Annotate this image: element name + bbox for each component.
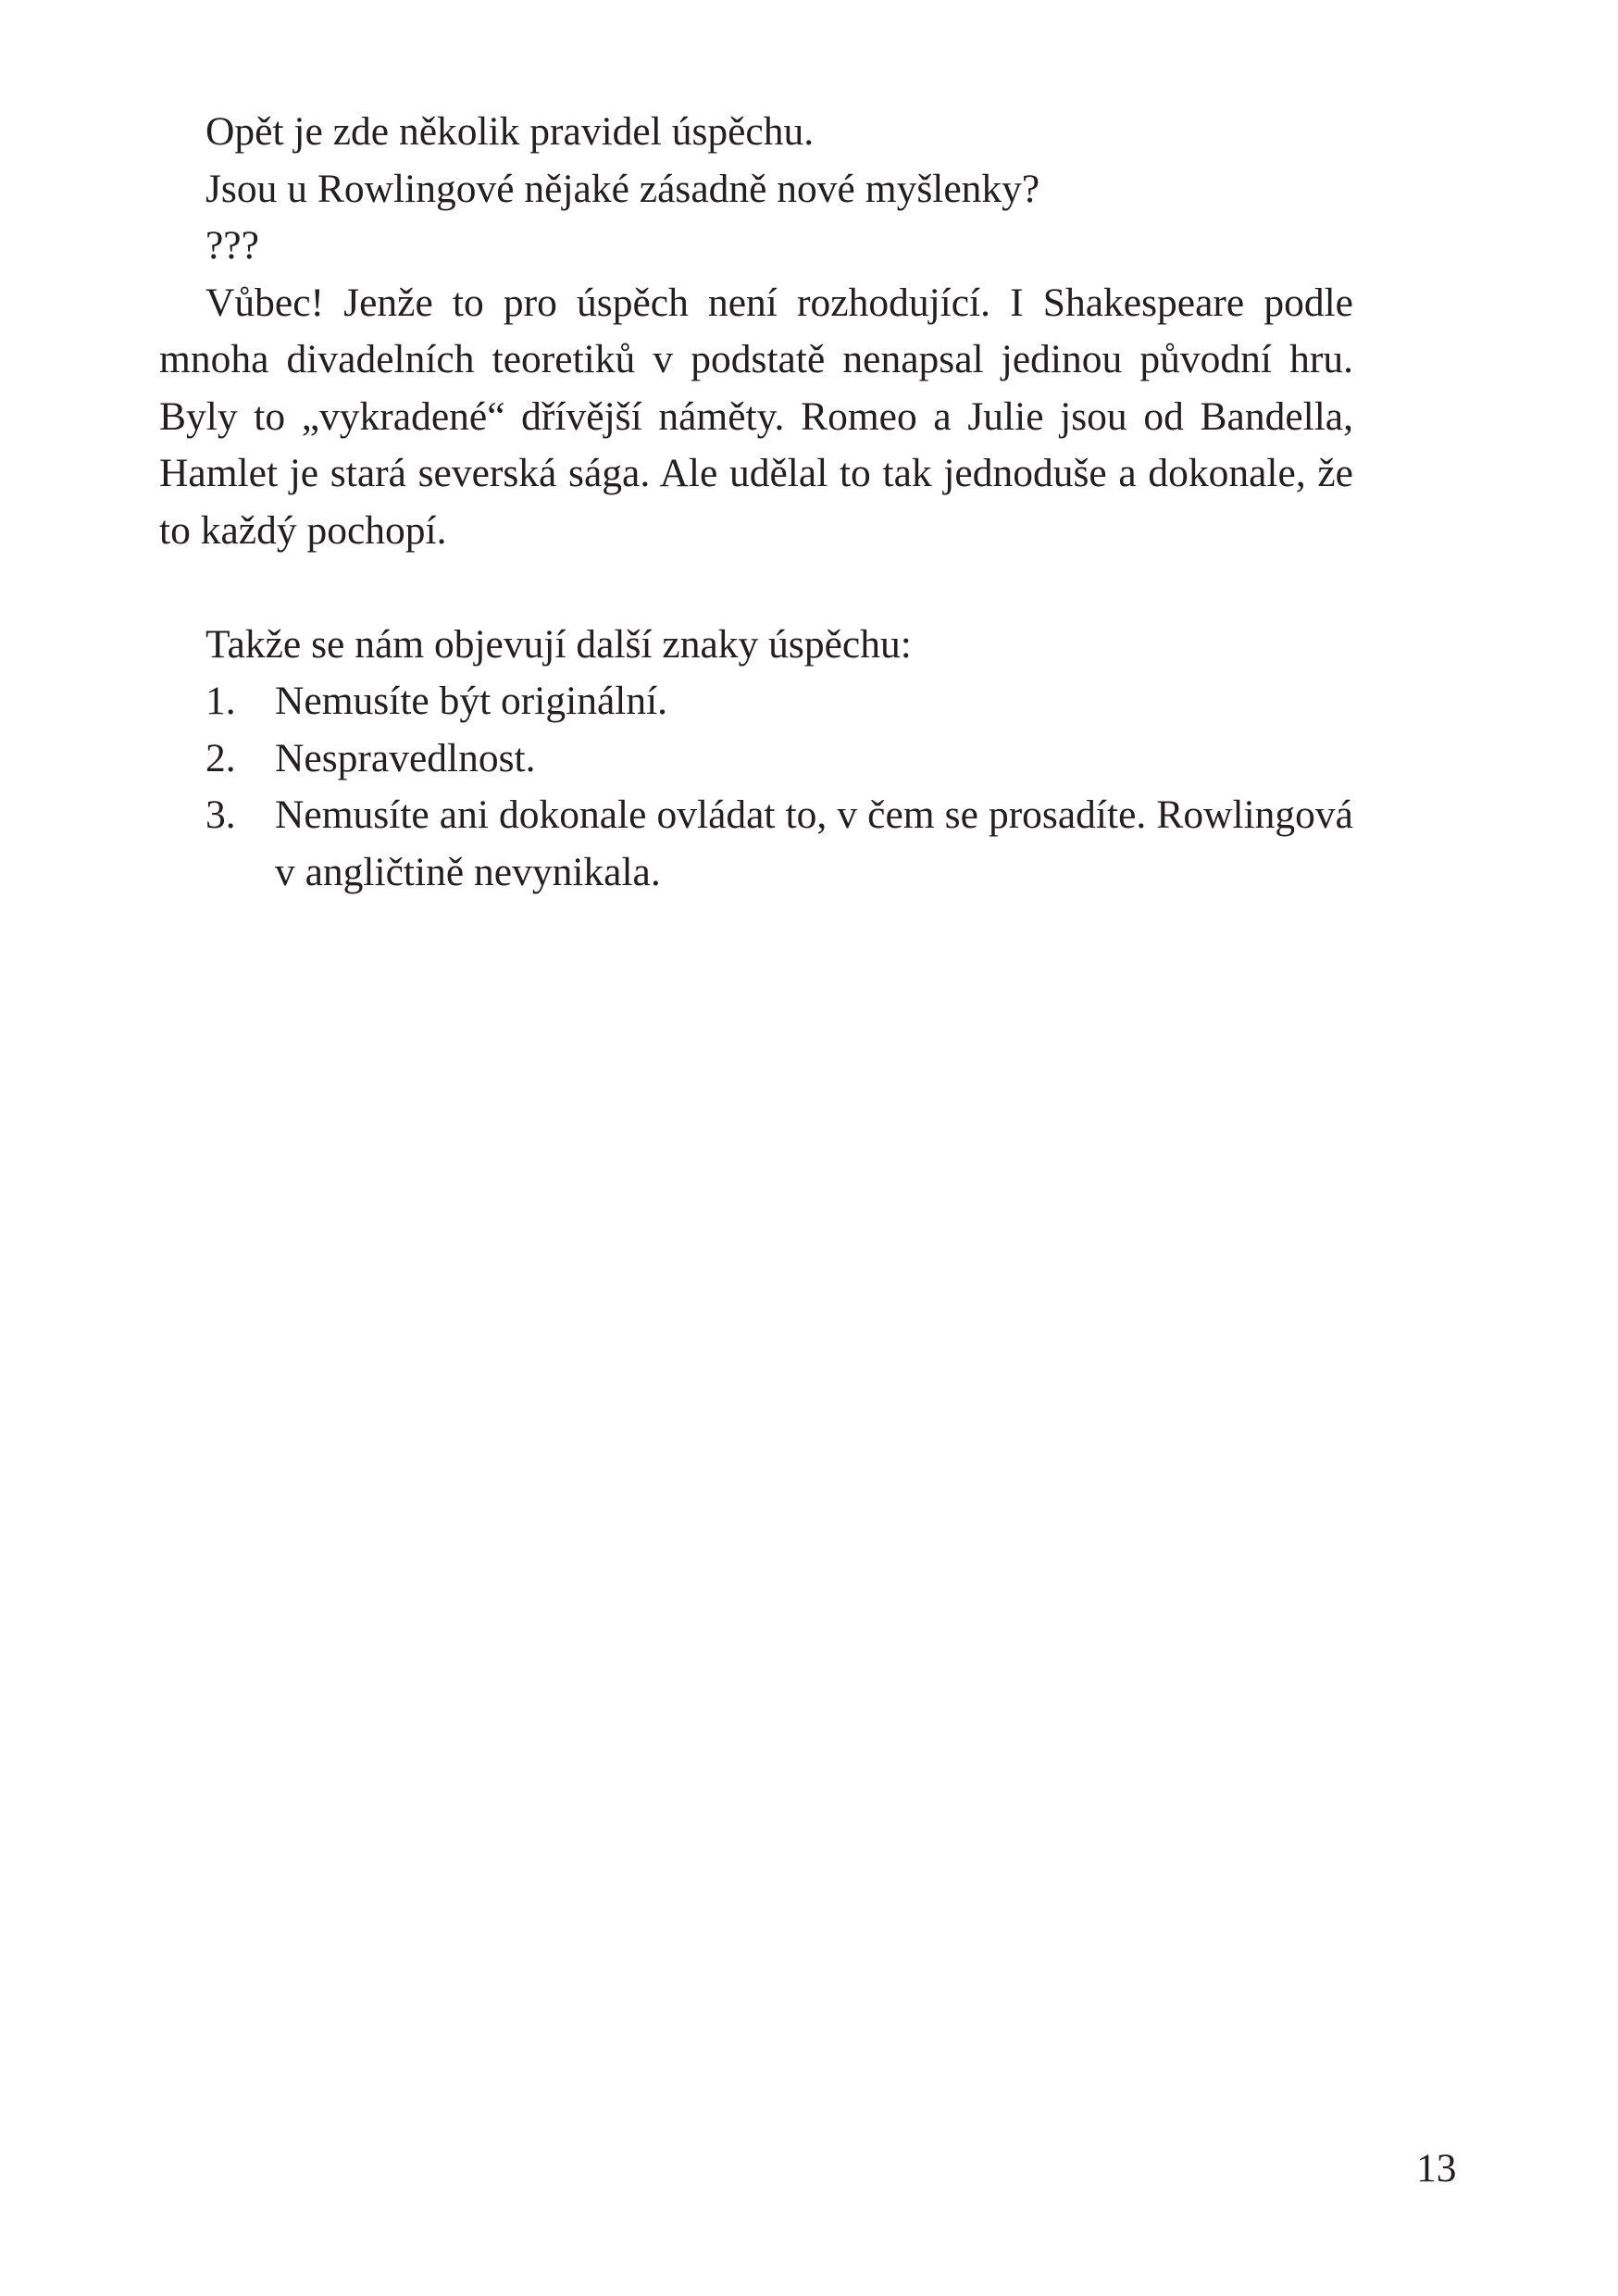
paragraph: Vůbec! Jenže to pro úspěch není rozhodující. I Shakespeare podle mnoha divadelních teoretiků v podstatě nenapsal jedinou původní hru. Byly to „vykradené“ dřívější náměty. Romeo a Julie jsou od Bandella, Hamlet je stará severská sága. Ale udělal to tak jednoduše a dokonale, že to každý pochopí. (159, 280, 1353, 553)
list-item (159, 787, 1353, 901)
list-item-text: Nespravedlnost. (275, 735, 536, 780)
paragraph-gap (159, 559, 1353, 617)
paragraph: Jsou u Rowlingové nějaké zásadně nové myšlenky? (205, 166, 1040, 211)
list-item-number: 2. (205, 735, 236, 780)
list-item-number: 3. (205, 792, 236, 837)
page-body (159, 104, 1353, 901)
list-item-number: 1. (205, 679, 236, 723)
list-item-text: Nemusíte ani dokonale ovládat to, v čem se prosadíte. Rowlingová v angličtině nevynikala. (275, 792, 1353, 894)
paragraph: ??? (205, 223, 259, 268)
paragraph: Opět je zde několik pravidel úspěchu. (205, 109, 815, 154)
list-intro: Takže se nám objevují další znaky úspěchu: (205, 621, 912, 667)
page-number: 13 (1416, 2146, 1457, 2190)
success-signs-list (159, 673, 1353, 901)
list-item (159, 730, 1353, 788)
list-item (159, 673, 1353, 730)
list-item-text: Nemusíte být originální. (275, 679, 668, 723)
